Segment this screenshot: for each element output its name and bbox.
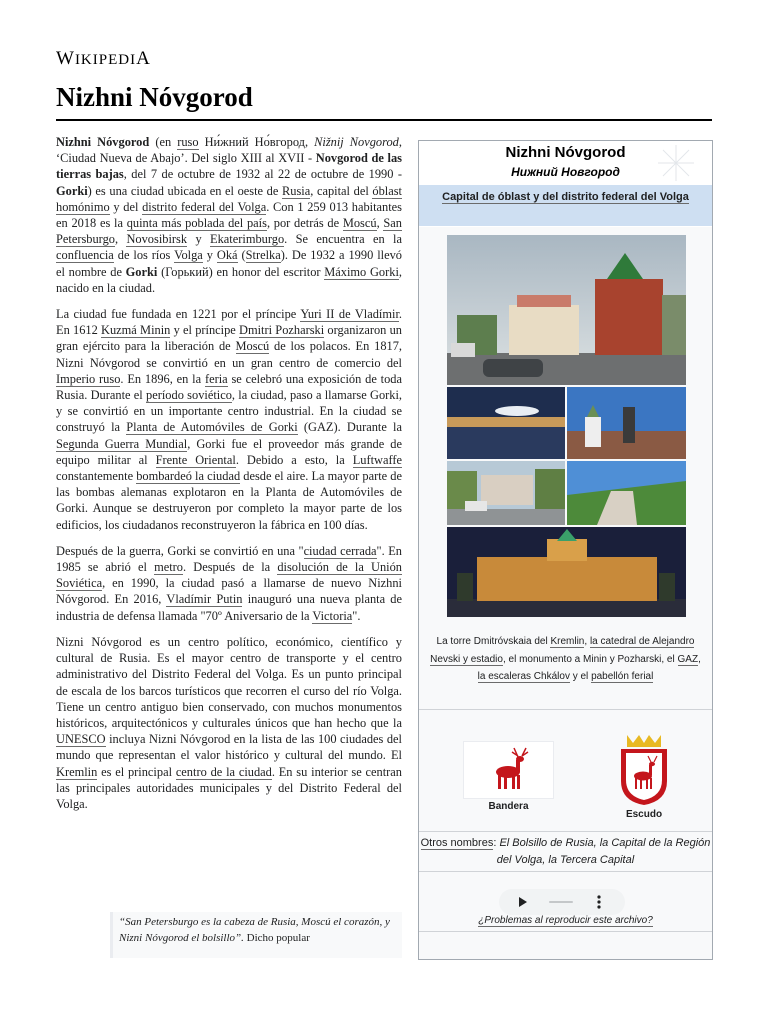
kremlin-tower-photo[interactable] [447,235,686,385]
wiki-link[interactable]: Frente Oriental [155,452,236,467]
deer-emblem-icon [464,742,553,798]
wiki-link[interactable]: Moscú [235,339,270,354]
wiki-link[interactable]: la escaleras Chkálov [477,671,570,682]
infobox-header [419,141,712,186]
audio-controls [499,889,625,915]
bold-term: Nizhni Nóvgorod [56,135,150,149]
wiki-link[interactable]: disolución de la Unión Soviética [56,560,402,591]
wiki-link[interactable]: ciudad cerrada [303,543,377,558]
more-options-icon [597,895,600,898]
cathedral-stadium-photo[interactable] [447,387,565,459]
bold-term: Novgorod de las tierras bajas [56,151,402,182]
wiki-link[interactable]: Segunda Guerra Mundial [56,436,188,451]
wiki-link[interactable]: óblast homónimo [56,183,402,214]
separator [419,831,712,832]
quote-box [110,912,402,958]
title-divider [56,119,712,121]
wiki-link[interactable]: Rusia [282,183,311,198]
bold-term: Gorki [56,183,88,198]
separator [419,931,712,932]
article-body [56,134,402,822]
quote-text: “San Petersburgo es la cabeza de Rusia, Moscú el corazón, y Nizni Nóvgorod el bolsillo”. [119,916,390,944]
wiki-link[interactable]: pabellón ferial [591,671,654,682]
paragraph-center: Nizni Nóvgorod es un centro político, económico, científico y cultural de Rusia. Es el mayor centro de transporte y el centro administrativo del Distrito Federal del Volga. Es un punto principal de escala de los barcos turísticos que recorren el curso del río Volga. Tiene un centro antiguo bien conservado, con muchos monumentos históricos, arquitectónicos y culturales únicos que han hecho que la UNESCO incluya Nizni Nóvgorod en la lista de las 100 ciudades del mundo que representan el valor histórico y cultural del mundo. El Kremlin es el principal centro de la ciudad. En su interior se centran las principales autoridades municipales y del Distrito Federal del Volga. [56,634,402,811]
wiki-link[interactable]: UNESCO [56,732,106,747]
collage-caption: La torre Dmitróvskaia del Kremlin, la catedral de Alejandro Nevski y estadio, el monumento a Minin y Pozharski, el GAZ, la escaleras Chkálov y el pabellón ferial [430,636,701,682]
progress-track [549,901,573,903]
wiki-link[interactable]: Planta de Automóviles de Gorki [126,420,298,435]
flag-image[interactable] [463,741,554,799]
wiki-link[interactable]: Luftwaffe [352,452,402,467]
wiki-link[interactable]: confluencia [56,248,114,263]
other-names-row: Otros nombres: El Bolsillo de Rusia, la Capital de la Región del Volga, la Tercera Capital [420,837,711,866]
wiki-link[interactable]: feria [204,371,228,386]
wiki-link[interactable]: San Petersburgo [56,216,402,247]
wiki-link[interactable]: distrito federal del Volga [142,199,267,214]
page-title: Nizhni Nóvgorod [56,82,253,112]
other-names-label[interactable]: Otros nombres [420,837,494,849]
wiki-link[interactable]: Victoria [312,608,353,623]
paragraph-history: La ciudad fue fundada en 1221 por el príncipe Yuri II de Vladímir. En 1612 Kuzmá Minin y el príncipe Dmitri Pozharski organizaron un gran ejército para la liberación de Moscú de los polacos. En 1817, Nizni Nóvgorod se convirtió en un gran centro de comercio del Imperio ruso. En 1896, en la feria se celebró una exposición de toda Rusia. Durante el período soviético, la ciudad, paso a llamarse Gorki, y se convirtió en un importante centro industrial. En la ciudad se construyó la Planta de Automóviles de Gorki (GAZ). Durante la Segunda Guerra Mundial, Gorki fue el proveedor más grande de equipo militar al Frente Oriental. Debido a esto, la Luftwaffe constantemente bombardeó la ciudad desde el aire. La mayor parte de las bombas alemanas explotaron en la Planta de Automóviles de Gorki. Aunque se destruyeron por completo la mayor parte de los edificios, los ciudadanos reconstruyeron la fábrica en 100 días. [56,307,403,532]
wiki-link[interactable]: Moscú [342,216,377,231]
wiki-link[interactable]: Máximo Gorki [324,264,399,279]
wiki-link[interactable]: Vladímir Putin [166,592,243,607]
wiki-link[interactable]: Oká [216,248,238,263]
paragraph-intro: Nizhni Nóvgorod (en ruso Ни́жний Но́вгород, Nižnij Novgorod, ‘Ciudad Nueva de Abajo’. Del siglo XIII al XVII - Novgorod de las tierras bajas, del 7 de octubre de 1932 al 22 de octubre de 1990 - Gorki) es una ciudad ubicada en el oeste de Rusia, capital del óblast homónimo y del distrito federal del Volga. Con 1 259 013 habitantes en 2018 es la quinta más poblada del país, por detrás de Moscú, San Petersburgo, Novosibirsk y Ekaterimburgo. Se encuentra en la confluencia de los ríos Volga y Oká (Strelka). De 1932 a 1990 llevó el nombre de Gorki (Горький) en honor del escritor Máximo Gorki, nacido en la ciudad. [56,135,403,295]
italic-term: Nižnij Novgorod [314,135,399,149]
audio-player[interactable] [499,889,625,915]
wiki-link[interactable]: Novosibirsk [126,232,188,247]
infobox-title: Nizhni Nóvgorod [505,144,626,161]
infobox-subtitle: Нижний Новгород [511,165,620,179]
wiki-link[interactable]: centro de la ciudad [175,764,272,779]
bold-term: Gorki [125,264,158,279]
separator [419,709,712,710]
coat-label: Escudo [625,809,663,820]
capital-link[interactable]: Capital de óblast y del distrito federal del Volga [442,191,689,203]
coat-of-arms-icon[interactable] [613,731,675,807]
wiki-link[interactable]: Kuzmá Minin [101,323,171,338]
wikipedia-logo[interactable]: WIKIPEDIA [56,48,151,69]
minin-pozharski-monument-photo[interactable] [567,387,686,459]
gaz-factory-photo[interactable] [447,461,565,525]
play-icon [519,897,527,907]
fair-pavilion-photo[interactable] [447,527,686,617]
separator [419,871,712,872]
paragraph-postwar: Después de la guerra, Gorki se convirtió en una "ciudad cerrada". En 1985 se abrió el metro. Después de la disolución de la Unión Soviética, en 1990, la ciudad pasó a llamarse de nuevo Nizhni Nóvgorod. En 2016, Vladímir Putin inauguró una nueva planta de industria de defensa llamada "70º Aniversario de la Victoria". [56,543,402,623]
infobox [418,140,713,960]
flag-label: Bandera [488,801,529,812]
wiki-link[interactable]: metro [154,560,183,575]
wiki-link[interactable]: quinta más poblada del país [126,216,267,231]
wiki-link[interactable]: GAZ [677,653,699,665]
wiki-link[interactable]: Imperio ruso [56,371,121,386]
wiki-link[interactable]: la catedral de Alejandro Nevski y estadio [430,636,695,665]
wiki-link[interactable]: Yuri II de Vladímir [300,307,399,322]
wiki-link[interactable]: Kremlin [550,636,585,647]
wiki-link[interactable]: Ekaterimburgo [210,232,285,247]
chkalov-stairs-photo[interactable] [567,461,686,525]
wiki-link[interactable]: Kremlin [56,764,98,779]
infobox-capital-row[interactable] [419,185,712,227]
wiki-link[interactable]: período soviético [146,388,232,403]
wiki-link[interactable]: bombardeó la ciudad [136,469,241,484]
city-photo-collage[interactable] [447,235,686,617]
wiki-link[interactable]: Strelka [245,248,281,263]
quote-attribution: Dicho popular [243,932,310,944]
wiki-link[interactable]: Dmitri Pozharski [239,323,325,338]
wiki-link[interactable]: ruso [177,135,199,149]
other-names-value: El Bolsillo de Rusia, la Capital de la Región del Volga, la Tercera Capital [496,837,711,866]
wiki-link[interactable]: Volga [174,248,203,263]
audio-problem-link[interactable]: ¿Problemas al reproducir este archivo? [478,915,653,926]
